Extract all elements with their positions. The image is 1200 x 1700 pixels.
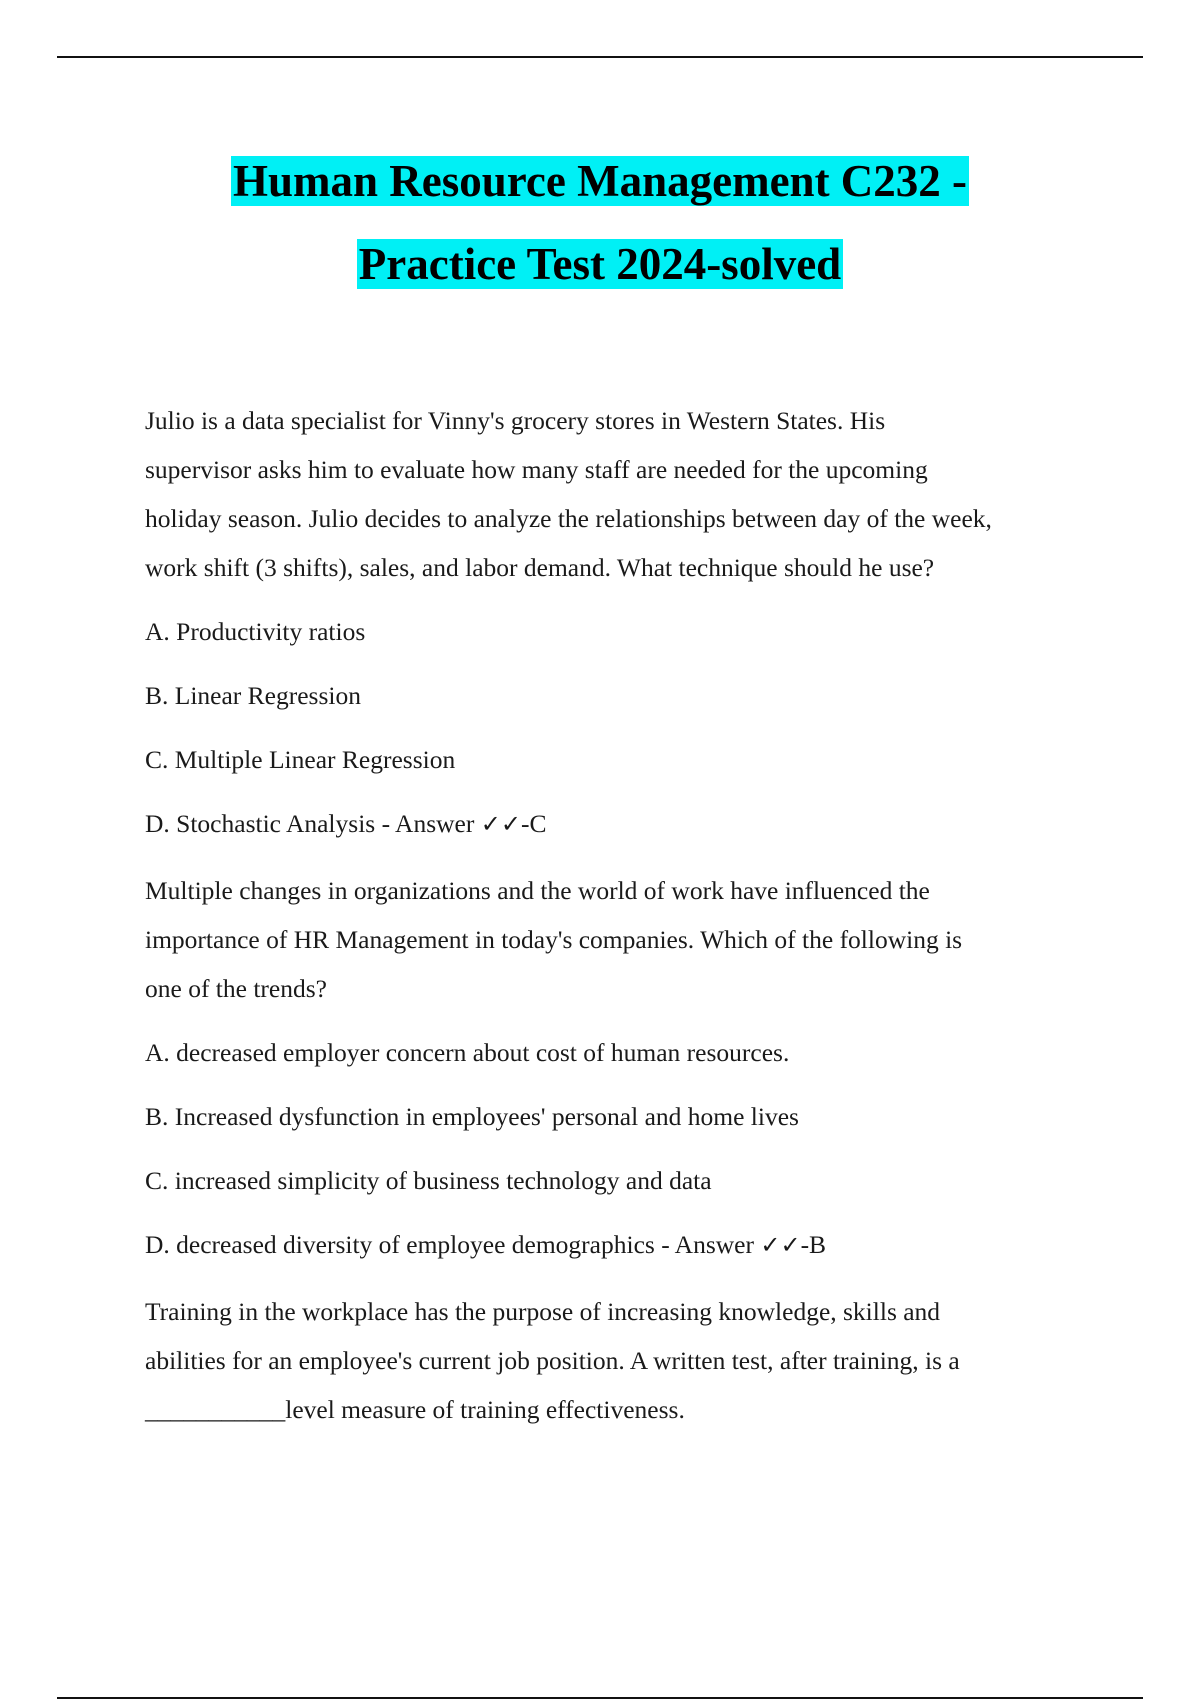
check-marks-icon: ✓✓ bbox=[760, 1231, 801, 1259]
question-2-option-c: C. increased simplicity of business technology and data bbox=[145, 1166, 712, 1195]
question-1-option-b: B. Linear Regression bbox=[145, 681, 361, 710]
document-title bbox=[0, 140, 1200, 306]
question-2-option-d bbox=[145, 1220, 1095, 1270]
top-rule bbox=[57, 56, 1143, 58]
question-line: work shift (3 shifts), sales, and labor demand. What technique should he use? bbox=[145, 553, 935, 582]
question-2-option-a: A. decreased employer concern about cost of human resources. bbox=[145, 1038, 790, 1067]
question-line: Training in the workplace has the purpose of increasing knowledge, skills and bbox=[145, 1297, 941, 1326]
question-2-option-b: B. Increased dysfunction in employees' personal and home lives bbox=[145, 1102, 799, 1131]
option-d-text: D. Stochastic Analysis - Answer bbox=[145, 809, 481, 838]
question-line: supervisor asks him to evaluate how many staff are needed for the upcoming bbox=[145, 455, 928, 484]
title-line-2-text: Practice Test 2024-solved bbox=[358, 239, 842, 289]
question-line: importance of HR Management in today's companies. Which of the following is bbox=[145, 925, 963, 954]
question-line: one of the trends? bbox=[145, 974, 327, 1003]
title-line-1-text: Human Resource Management C232 - bbox=[232, 156, 968, 206]
question-1-text bbox=[145, 396, 1095, 592]
title-line-2 bbox=[0, 223, 1200, 306]
question-line: holiday season. Julio decides to analyze the relationships between day of the week, bbox=[145, 504, 992, 533]
option-d-text: D. decreased diversity of employee demographics - Answer bbox=[145, 1230, 761, 1259]
question-1-option-d bbox=[145, 799, 1095, 849]
question-2-text bbox=[145, 866, 1095, 1013]
document-body bbox=[145, 396, 1095, 1434]
question-line: ___________level measure of training effectiveness. bbox=[145, 1395, 685, 1424]
question-1-option-c: C. Multiple Linear Regression bbox=[145, 745, 456, 774]
check-marks-icon: ✓✓ bbox=[480, 810, 521, 838]
answer-letter: -C bbox=[520, 809, 547, 838]
title-line-1 bbox=[0, 140, 1200, 223]
question-line: abilities for an employee's current job position. A written test, after training, is a bbox=[145, 1346, 960, 1375]
question-line: Multiple changes in organizations and the world of work have influenced the bbox=[145, 876, 930, 905]
question-1-option-a: A. Productivity ratios bbox=[145, 617, 366, 646]
question-3-text bbox=[145, 1287, 1095, 1434]
bottom-rule bbox=[57, 1697, 1143, 1699]
question-line: Julio is a data specialist for Vinny's grocery stores in Western States. His bbox=[145, 406, 886, 435]
answer-letter: -B bbox=[800, 1230, 827, 1259]
